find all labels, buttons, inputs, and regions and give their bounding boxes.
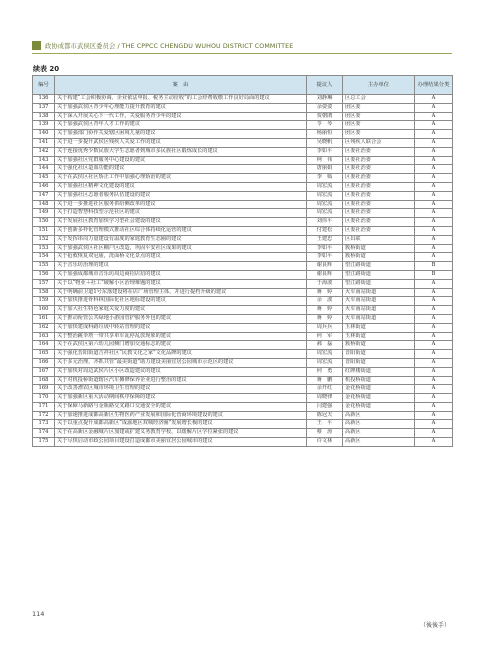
cell-result-class: A [415, 130, 453, 139]
cell-proposer: 付建松 [307, 226, 343, 235]
table-row [33, 332, 453, 341]
cell-proposer: 陈冠夫 [307, 411, 343, 420]
cell-result-class: A [415, 165, 453, 174]
cell-result-class: A [415, 103, 453, 112]
table-row [33, 200, 453, 209]
cell-proposer: 蒋 婷 [307, 288, 343, 297]
cell-proposer: 余开红 [307, 385, 343, 394]
cell-number: 161 [33, 314, 55, 323]
cell-result-class: A [415, 112, 453, 121]
cell-number: 156 [33, 270, 55, 279]
cell-proposer: 周晓律 [307, 394, 343, 403]
cell-host-unit: 晋阳街道 [343, 358, 415, 367]
cell-subject: 关于加强武侯区社区棚户区改造，巩固平安社区成果的建议 [55, 244, 307, 253]
cell-subject: 关于在武侯区第六幼儿园侧门增加交通标志的建议 [55, 341, 307, 350]
cell-number: 169 [33, 385, 55, 394]
cell-result-class: A [415, 297, 453, 306]
cell-subject: 关于推动衔管公共绿地小游园管护服务外包的建议 [55, 314, 307, 323]
table-row [33, 95, 453, 104]
cell-number: 172 [33, 411, 55, 420]
cell-subject: 关于加快推进骨科林国际化社区地标建设的建议 [55, 297, 307, 306]
table-row [33, 235, 453, 244]
table-body [33, 95, 453, 447]
cell-host-unit: 机投桥街道 [343, 376, 415, 385]
table-row [33, 138, 453, 147]
cell-number: 153 [33, 244, 55, 253]
cell-proposer: 于海波 [307, 279, 343, 288]
cell-subject: 关于尽快启动市政公园项目建设打造成都市美丽宜居公园城市的建议 [55, 438, 307, 447]
cell-proposer: 王 平 [307, 420, 343, 429]
table-row [33, 226, 453, 235]
cell-proposer: 谢良辉 [307, 262, 343, 271]
cell-host-unit: 簇桥街道 [343, 253, 415, 262]
cell-proposer: 周宏流 [307, 191, 343, 200]
cell-number: 140 [33, 130, 55, 139]
table-row [33, 209, 453, 218]
proposals-table [32, 75, 453, 447]
cell-subject: 关于音乐坊治理的建议 [55, 262, 307, 271]
table-row [33, 270, 453, 279]
cell-result-class: A [415, 314, 453, 323]
cell-host-unit: 火车南站街道 [343, 314, 415, 323]
cell-number: 155 [33, 262, 55, 271]
cell-subject: 关于打造智慧科技型示范社区的建议 [55, 209, 307, 218]
cell-result-class: B [415, 270, 453, 279]
cell-host-unit: 金花桥街道 [343, 394, 415, 403]
table-row [33, 279, 453, 288]
cell-number: 150 [33, 218, 55, 227]
cell-subject: 关于改善漕农区城市环境卫生管理的建议 [55, 385, 307, 394]
cell-result-class: A [415, 306, 453, 315]
cell-proposer: 贾朝鹃 [307, 112, 343, 121]
cell-result-class: B [415, 262, 453, 271]
cell-result-class: A [415, 138, 453, 147]
table-row [33, 121, 453, 130]
cell-result-class: A [415, 350, 453, 359]
cell-proposer: 杨丽恒 [307, 130, 343, 139]
table-row [33, 297, 453, 306]
cell-result-class: A [415, 429, 453, 438]
cell-host-unit: 金花桥街道 [343, 402, 415, 411]
cell-number: 157 [33, 279, 55, 288]
cell-host-unit: 高新区 [343, 420, 415, 429]
cell-number: 160 [33, 306, 55, 315]
cell-subject: 关于加强武侯区青少年心理能力提升教育的建议 [55, 103, 307, 112]
cell-subject: 关于构建“工会积极协调、企业依法申报、税务主动征收”的工会经费收缴工作良好局面的建议 [55, 95, 307, 104]
cell-host-unit: 望江路街道 [343, 270, 415, 279]
cell-host-unit: 区委社治委 [343, 182, 415, 191]
cell-host-unit: 团区委 [343, 103, 415, 112]
cell-result-class: A [415, 367, 453, 376]
cell-subject: 关于加强成都城市音乐坊周边商招店招的建议 [55, 270, 307, 279]
cell-result-class: A [415, 156, 453, 165]
cell-result-class: A [415, 420, 453, 429]
cell-subject: 关于发展社区教育加快学习型社会建设的建议 [55, 218, 307, 227]
table-row [33, 130, 453, 139]
table-row [33, 358, 453, 367]
cell-subject: 关于整治跳伞塔一带共享单车乱停乱放现象的建议 [55, 332, 307, 341]
cell-subject: 关于保障马新路与金瓶路交叉路口交通安全的建议 [55, 402, 307, 411]
cell-result-class: A [415, 244, 453, 253]
cell-number: 149 [33, 209, 55, 218]
cell-subject: 关于加强武侯区青年人才工作的建议 [55, 121, 307, 130]
cell-number: 154 [33, 253, 55, 262]
col-header-proposer: 提议人 [307, 76, 343, 95]
cell-proposer: 李如平 [307, 244, 343, 253]
table-row [33, 156, 453, 165]
cell-host-unit: 火车南站街道 [343, 297, 415, 306]
cell-number: 170 [33, 394, 55, 403]
cell-proposer: 周宏流 [307, 350, 343, 359]
table-row [33, 253, 453, 262]
cell-number: 142 [33, 147, 55, 156]
cell-number: 151 [33, 226, 55, 235]
cell-subject: 关于在高新区金融城片区加建或扩建义务教育学校，以缓解片区学位紧张的建议 [55, 429, 307, 438]
table-row [33, 306, 453, 315]
cell-host-unit: 区委社治委 [343, 226, 415, 235]
header-rule [32, 53, 452, 54]
cell-proposer: 刘伟平 [307, 218, 343, 227]
cell-proposer: 唐丽娟 [307, 165, 343, 174]
cell-subject: 关于加强新区重大活动期间秩序保障的建议 [55, 394, 307, 403]
cell-subject: 关于以重点提升成都高新区“成渝地区双城经济圈”发展增长极的建议 [55, 420, 307, 429]
table-row [33, 341, 453, 350]
cell-proposer: 何 勇 [307, 367, 343, 376]
cell-host-unit: 团区委 [343, 112, 415, 121]
cell-result-class: A [415, 95, 453, 104]
cell-subject: 关于加强社区志愿者服务队伍建设的建议 [55, 191, 307, 200]
cell-result-class: A [415, 226, 453, 235]
continued-note: （後後手） [419, 622, 450, 629]
cell-result-class: A [415, 200, 453, 209]
cell-proposer: 吴晓帆 [307, 138, 343, 147]
table-row [33, 394, 453, 403]
cell-subject: 关于在武侯区社区矫正工作中加强心理矫治的建议 [55, 174, 307, 183]
col-header-number: 编号 [33, 76, 55, 95]
cell-number: 148 [33, 200, 55, 209]
col-header-host-unit: 主办单位 [343, 76, 415, 95]
cell-subject: 关于强化晋阳街道吉祥社区“民教文化之家”文化品牌的建议 [55, 350, 307, 359]
cell-proposer: 蔡 涛 [307, 429, 343, 438]
header-text: 政协成都市武侯区委员会 / THE CPPCC CHENGDU WUHOU DISTRICT COMMITTEE [45, 42, 294, 50]
cell-number: 171 [33, 402, 55, 411]
cell-subject: 关于强化社区造血功能的建议 [55, 165, 307, 174]
cell-proposer: 闫建强 [307, 402, 343, 411]
cell-proposer: 柯 伟 [307, 156, 343, 165]
cell-host-unit: 火车南站街道 [343, 306, 415, 315]
cell-result-class: A [415, 279, 453, 288]
cell-subject: 关于多元治理，齐抓共管“最美街道”助力建设美丽宜居公园城市示范区的建议 [55, 358, 307, 367]
cell-number: 173 [33, 420, 55, 429]
cell-host-unit: 区委社治委 [343, 191, 415, 200]
cell-proposer: 李如平 [307, 253, 343, 262]
cell-number: 166 [33, 358, 55, 367]
cell-result-class: A [415, 288, 453, 297]
cell-number: 168 [33, 376, 55, 385]
table-row [33, 411, 453, 420]
cell-host-unit: 区委社治委 [343, 174, 415, 183]
cell-host-unit: 金花桥街道 [343, 385, 415, 394]
table-row [33, 385, 453, 394]
running-header [32, 38, 452, 52]
cell-host-unit: 红牌楼街道 [343, 367, 415, 376]
table-row [33, 323, 453, 332]
header-logo-icon [32, 41, 41, 50]
cell-proposer: 苓 琴 [307, 121, 343, 130]
table-row [33, 262, 453, 271]
cell-result-class: A [415, 174, 453, 183]
cell-host-unit: 高新区 [343, 429, 415, 438]
cell-subject: 关于创新多样化管理模式推动社区综合体持续化运营的建议 [55, 226, 307, 235]
table-row [33, 191, 453, 200]
cell-result-class: A [415, 121, 453, 130]
table-row [33, 420, 453, 429]
table-row [33, 218, 453, 227]
cell-number: 144 [33, 165, 55, 174]
cell-result-class: A [415, 402, 453, 411]
cell-host-unit: 玉林街道 [343, 323, 415, 332]
cell-proposer: 谢良辉 [307, 270, 343, 279]
cell-host-unit: 区委社治委 [343, 218, 415, 227]
cell-subject: 关于发挥串岗力量建设有温度的家庭教育生态圈的建议 [55, 235, 307, 244]
cell-subject: 关于进一步提升武侯区残疾人关爱工作的建议 [55, 138, 307, 147]
cell-result-class: A [415, 235, 453, 244]
col-header-result-class: 办理结果分类 [415, 76, 453, 95]
cell-proposer: 周宏流 [307, 182, 343, 191]
cell-host-unit: 火车南站街道 [343, 288, 415, 297]
cell-subject: 关于加大社生特色家庭关爱力度的建议 [55, 306, 307, 315]
cell-host-unit: 玉林街道 [343, 332, 415, 341]
cell-host-unit: 望江路街道 [343, 262, 415, 271]
cell-proposer: 郝 磊 [307, 341, 343, 350]
cell-host-unit: 区委社治委 [343, 209, 415, 218]
cell-number: 139 [33, 121, 55, 130]
cell-number: 138 [33, 112, 55, 121]
cell-subject: 关于加快对周边武侯片区小区改造建议的建议 [55, 367, 307, 376]
cell-proposer: 周宏流 [307, 209, 343, 218]
cell-number: 146 [33, 182, 55, 191]
cell-proposer: 王建忠 [307, 235, 343, 244]
table-row [33, 367, 453, 376]
cell-result-class: A [415, 147, 453, 156]
cell-number: 167 [33, 367, 55, 376]
col-header-subject: 案 由 [55, 76, 307, 95]
table-row [33, 288, 453, 297]
cell-number: 147 [33, 191, 55, 200]
cell-proposer: 刘静琳 [307, 95, 343, 104]
cell-host-unit: 区妇联 [343, 235, 415, 244]
cell-number: 143 [33, 156, 55, 165]
cell-proposer: 周宏流 [307, 200, 343, 209]
cell-host-unit: 晋阳街道 [343, 350, 415, 359]
table-row [33, 244, 453, 253]
cell-subject: 关于明确前卫道1号东落建设将在店广场管理主体，并进行提档升级的建议 [55, 288, 307, 297]
cell-number: 145 [33, 174, 55, 183]
cell-subject: 关于连接优秀少数民族大学生志愿者到城市多民族社区锻炼成长的建议 [55, 147, 307, 156]
cell-proposer: 李如平 [307, 147, 343, 156]
cell-result-class: A [415, 323, 453, 332]
cell-number: 174 [33, 429, 55, 438]
cell-proposer: 周兵兵 [307, 323, 343, 332]
cell-host-unit: 簇桥街道 [343, 341, 415, 350]
table-row [33, 147, 453, 156]
cell-proposer: 许文林 [307, 438, 343, 447]
table-title: 续表 20 [33, 65, 60, 73]
cell-number: 137 [33, 103, 55, 112]
cell-host-unit: 区总工会 [343, 95, 415, 104]
cell-result-class: A [415, 385, 453, 394]
cell-host-unit: 区委社治委 [343, 165, 415, 174]
cell-result-class: A [415, 438, 453, 447]
cell-host-unit: 区委社治委 [343, 200, 415, 209]
table-row [33, 103, 453, 112]
table-row [33, 314, 453, 323]
table-row [33, 165, 453, 174]
cell-proposer: 余姿姿 [307, 103, 343, 112]
cell-subject: 关于加强部门协作关爱辖区困境儿童的建议 [55, 130, 307, 139]
cell-subject: 关于对机投桥街道辖区汽车摊修保养企业进行整治的建议 [55, 376, 307, 385]
cell-result-class: A [415, 358, 453, 367]
cell-proposer: 蒋 鹏 [307, 376, 343, 385]
table-row [33, 402, 453, 411]
cell-result-class: A [415, 376, 453, 385]
cell-result-class: A [415, 341, 453, 350]
cell-result-class: A [415, 253, 453, 262]
cell-number: 164 [33, 341, 55, 350]
table-row [33, 376, 453, 385]
cell-proposer: 李 嫣 [307, 174, 343, 183]
cell-number: 158 [33, 288, 55, 297]
cell-subject: 关于加强社区精神文化建设的建议 [55, 182, 307, 191]
page-number: 114 [32, 610, 45, 618]
table-header-row [33, 76, 453, 95]
cell-proposer: 何 军 [307, 332, 343, 341]
cell-host-unit: 区委社治委 [343, 147, 415, 156]
cell-proposer: 蒋 婷 [307, 306, 343, 315]
cell-host-unit: 区残疾人联合会 [343, 138, 415, 147]
cell-result-class: A [415, 394, 453, 403]
cell-subject: 关于深入开展关心下一代工作，关爱服务青少年的建议 [55, 112, 307, 121]
table-row [33, 429, 453, 438]
cell-number: 152 [33, 235, 55, 244]
cell-proposer: 周宏流 [307, 358, 343, 367]
cell-number: 165 [33, 350, 55, 359]
cell-result-class: A [415, 191, 453, 200]
cell-number: 163 [33, 332, 55, 341]
cell-host-unit: 高新区 [343, 438, 415, 447]
cell-host-unit: 团区委 [343, 121, 415, 130]
cell-result-class: A [415, 209, 453, 218]
cell-result-class: A [415, 218, 453, 227]
cell-proposer: 余 波 [307, 297, 343, 306]
cell-number: 159 [33, 297, 55, 306]
cell-subject: 关于加强社区党群服务中心建设的建议 [55, 156, 307, 165]
table-row [33, 350, 453, 359]
table-row [33, 438, 453, 447]
table-row [33, 174, 453, 183]
cell-number: 136 [33, 95, 55, 104]
cell-result-class: A [415, 182, 453, 191]
cell-host-unit: 高新区 [343, 411, 415, 420]
table-row [33, 112, 453, 121]
cell-subject: 关于抢救恢复双冠庙，洗面桥文化景点的建议 [55, 253, 307, 262]
cell-number: 175 [33, 438, 55, 447]
cell-number: 141 [33, 138, 55, 147]
cell-result-class: A [415, 332, 453, 341]
cell-host-unit: 团区委 [343, 130, 415, 139]
cell-host-unit: 簇桥街道 [343, 244, 415, 253]
table-row [33, 182, 453, 191]
cell-subject: 关于以“物业＋社工”破解小区治理难题的建议 [55, 279, 307, 288]
cell-subject: 关于加速推进成都高新区生物医药产业发展和国际化营商环境建设的建议 [55, 411, 307, 420]
cell-result-class: A [415, 411, 453, 420]
cell-host-unit: 区委社治委 [343, 156, 415, 165]
cell-host-unit: 望江路街道 [343, 279, 415, 288]
cell-subject: 关于加快建成科路垃圾中转站管理的建议 [55, 323, 307, 332]
cell-proposer: 蒋 婷 [307, 314, 343, 323]
cell-subject: 关于进一步推进社区服务供给侧改革的建议 [55, 200, 307, 209]
cell-number: 162 [33, 323, 55, 332]
